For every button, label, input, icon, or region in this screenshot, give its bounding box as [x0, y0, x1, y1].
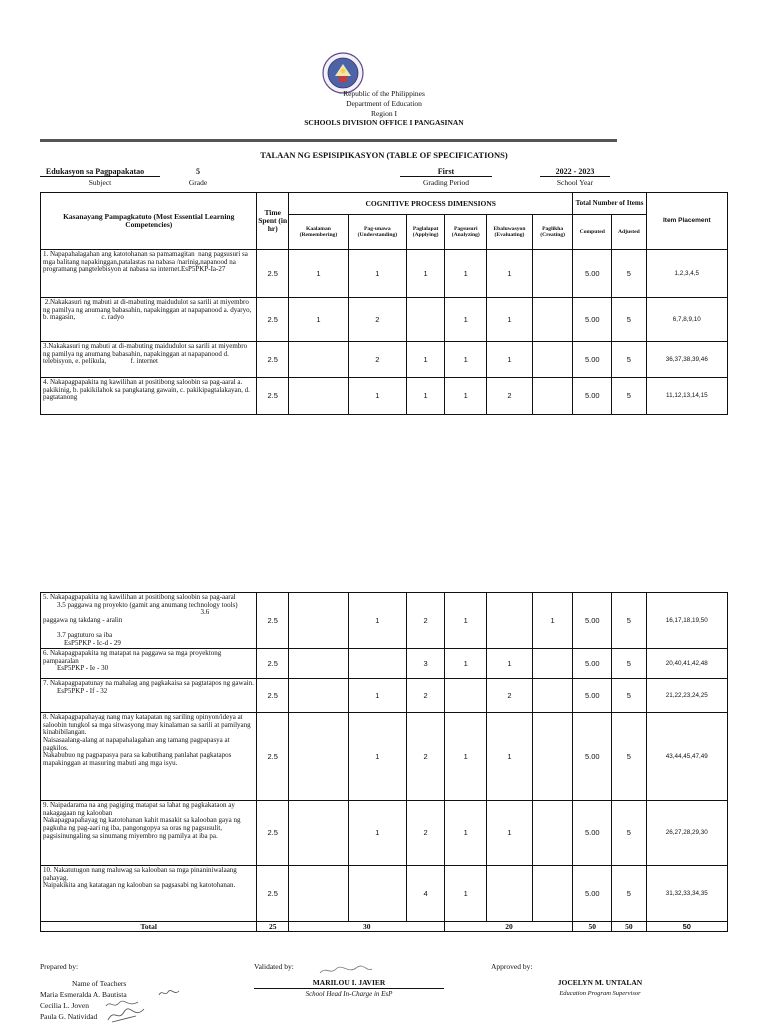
col-header-creating: Paglikha (Creating): [532, 215, 573, 250]
analyzing-cell: 1: [445, 593, 487, 649]
remembering-cell: [288, 593, 348, 649]
total-cognitive-b: 20: [445, 922, 573, 932]
applying-cell: [406, 298, 445, 342]
competency-cell: 9. Naipadarama na ang pagiging matapat sa lahat ng pagkakataon ay nakagagaan ng kalooban Nakapagpapahayag ng katotohanan kahit masakit sa kalooban gaya ng pagkuha ng pag-aari ng iba, pangongopya sa oras ng pagsusulit, pagsisinungaling sa sinumang miyembro ng pamilya at iba pa.: [41, 801, 257, 866]
deped-seal-icon: [322, 52, 364, 94]
subject-label: Subject: [88, 178, 112, 187]
adjusted-cell: 5: [612, 593, 647, 649]
adjusted-cell: 5: [612, 342, 647, 378]
analyzing-cell: 1: [445, 713, 487, 801]
computed-cell: 5.00: [573, 649, 612, 679]
validator-name: MARILOU I. JAVIER: [312, 978, 386, 987]
evaluating-cell: [487, 593, 533, 649]
grading-period-underline: [400, 176, 492, 177]
remembering-cell: [288, 713, 348, 801]
competency-cell: 1. Napapahalagahan ang katotohanan sa pamamagitan nang pagsusuri sa mga balitang napakinggan,patalastas na nabasa /narinig,napanood na programang pangtelebisyon at nabasa sa internet.EsP5PKP-Ia-27: [41, 250, 257, 298]
analyzing-cell: 1: [445, 378, 487, 415]
applying-cell: 1: [406, 378, 445, 415]
table-row: [41, 866, 728, 922]
item-placement-cell: 43,44,45,47,49: [646, 713, 727, 801]
table-row: [41, 342, 728, 378]
computed-cell: 5.00: [573, 801, 612, 866]
prepared-by-label: Prepared by:: [40, 962, 79, 971]
adjusted-cell: 5: [612, 298, 647, 342]
adjusted-cell: 5: [612, 649, 647, 679]
item-placement-cell: 21,22,23,24,25: [646, 679, 727, 713]
item-placement-cell: 31,32,33,34,35: [646, 866, 727, 922]
teacher-1-signature-icon: [158, 988, 180, 998]
teacher-name-2: Cecilia L. Joven: [40, 1001, 89, 1010]
applying-cell: 1: [406, 250, 445, 298]
time-spent-cell: 2.5: [257, 713, 289, 801]
evaluating-cell: 1: [487, 342, 533, 378]
computed-cell: 5.00: [573, 866, 612, 922]
evaluating-cell: 2: [487, 679, 533, 713]
time-spent-cell: 2.5: [257, 679, 289, 713]
teacher-name-1: Maria Esmeralda A. Bautista: [40, 990, 127, 999]
remembering-cell: [288, 342, 348, 378]
col-header-analyzing: Pagsusuri (Analyzing): [445, 215, 487, 250]
time-spent-cell: 2.5: [257, 378, 289, 415]
time-spent-cell: 2.5: [257, 649, 289, 679]
table-row: [41, 801, 728, 866]
creating-cell: [532, 713, 573, 801]
analyzing-cell: 1: [445, 250, 487, 298]
applying-cell: 3: [406, 649, 445, 679]
competency-cell: 6. Nakapagpapakita ng matapat na paggawa sa mga proyektong pampaaralan EsP5PKP - Ie - 30: [41, 649, 257, 679]
time-spent-cell: 2.5: [257, 593, 289, 649]
applying-cell: 4: [406, 866, 445, 922]
computed-cell: 5.00: [573, 298, 612, 342]
col-header-total-items: Total Number of Items: [573, 193, 646, 215]
remembering-cell: [288, 801, 348, 866]
evaluating-cell: 1: [487, 250, 533, 298]
total-adjusted: 50: [612, 922, 647, 932]
total-time: 25: [257, 922, 289, 932]
competency-cell: 8. Nakapagpapahayag nang may katapatan ng sariling opinyon/ideya at saloobin tungkol sa mga sitwasyong may kinalaman sa sarili at pamilyang kinabibilangan. Naisasaalang-alang at napapahalagahan ang tamang pagpapasya at pagkilos. Nakabubuo ng pagpapasya para sa kabutihang panlahat pagkatapos mapakinggan at masuring mabuti ang mga isyu.: [41, 713, 257, 801]
subject-underline: [40, 176, 160, 177]
applying-cell: 2: [406, 593, 445, 649]
understanding-cell: 1: [348, 378, 406, 415]
table-row: [41, 250, 728, 298]
item-placement-cell: 36,37,38,39,46: [646, 342, 727, 378]
tos-table-page2: [40, 592, 728, 932]
total-label: Total: [41, 922, 257, 932]
creating-cell: [532, 250, 573, 298]
item-placement-cell: 26,27,28,29,30: [646, 801, 727, 866]
col-header-applying: Paglalapat (Applying): [406, 215, 445, 250]
teacher-3-signature-icon: [106, 1006, 146, 1024]
col-header-time-spent: Time Spent (in hr): [257, 193, 289, 250]
creating-cell: [532, 801, 573, 866]
grading-period-value: First: [437, 167, 455, 176]
understanding-cell: [348, 649, 406, 679]
table-row: [41, 593, 728, 649]
school-year-label: School Year: [556, 178, 594, 187]
item-placement-cell: 11,12,13,14,15: [646, 378, 727, 415]
table-row: [41, 298, 728, 342]
header-region: Region I: [370, 109, 398, 118]
time-spent-cell: 2.5: [257, 866, 289, 922]
understanding-cell: 1: [348, 713, 406, 801]
validator-underline: [254, 988, 444, 989]
table-row: [41, 378, 728, 415]
col-header-evaluating: Ebaluwasyon (Evaluating): [487, 215, 533, 250]
analyzing-cell: [445, 679, 487, 713]
col-header-computed: Computed: [573, 215, 612, 250]
analyzing-cell: 1: [445, 866, 487, 922]
school-year-value: 2022 - 2023: [555, 167, 595, 176]
validated-by-label: Validated by:: [254, 962, 294, 971]
understanding-cell: 1: [348, 250, 406, 298]
grading-period-label: Grading Period: [422, 178, 470, 187]
computed-cell: 5.00: [573, 679, 612, 713]
creating-cell: [532, 298, 573, 342]
adjusted-cell: 5: [612, 679, 647, 713]
creating-cell: [532, 679, 573, 713]
understanding-cell: 1: [348, 801, 406, 866]
school-year-underline: [540, 176, 610, 177]
approved-by-label: Approved by:: [491, 962, 533, 971]
remembering-cell: 1: [288, 250, 348, 298]
creating-cell: [532, 866, 573, 922]
adjusted-cell: 5: [612, 250, 647, 298]
analyzing-cell: 1: [445, 298, 487, 342]
analyzing-cell: 1: [445, 649, 487, 679]
item-placement-cell: 16,17,18,19,50: [646, 593, 727, 649]
time-spent-cell: 2.5: [257, 250, 289, 298]
applying-cell: 2: [406, 713, 445, 801]
understanding-cell: 1: [348, 593, 406, 649]
creating-cell: [532, 378, 573, 415]
computed-cell: 5.00: [573, 342, 612, 378]
col-header-item-placement: Item Placement: [646, 193, 727, 250]
understanding-cell: 2: [348, 298, 406, 342]
time-spent-cell: 2.5: [257, 342, 289, 378]
remembering-cell: 1: [288, 298, 348, 342]
subject-value: Edukasyon sa Pagpapakatao: [45, 167, 145, 176]
teacher-name-3: Paula G. Natividad: [40, 1012, 98, 1021]
analyzing-cell: 1: [445, 801, 487, 866]
header-republic: Republic of the Philippines: [343, 89, 425, 98]
adjusted-cell: 5: [612, 713, 647, 801]
teachers-heading: Name of Teachers: [72, 979, 127, 988]
understanding-cell: 2: [348, 342, 406, 378]
competency-cell: 7. Nakapagpapatunay na mahalag ang pagkakaisa sa pagtatapos ng gawain. EsP5PKP - If - 32: [41, 679, 257, 713]
col-header-adjusted: Adjusted: [612, 215, 647, 250]
approver-role: Education Program Supervisor: [559, 990, 641, 997]
computed-cell: 5.00: [573, 713, 612, 801]
creating-cell: [532, 342, 573, 378]
competency-cell: 10. Nakatutugon nang maluwag sa kalooban sa mga pinaniniwalaang pahayag. Naipakikita ang katatagan ng kalooban sa pagsasabi ng katotohanan.: [41, 866, 257, 922]
item-placement-cell: 20,40,41,42,48: [646, 649, 727, 679]
table-row: [41, 649, 728, 679]
competency-cell: 2.Nakakasuri ng mabuti at di-mabuting maidudulot sa sarili at miyembro ng pamilya ng anumang babasahin, napakinggan at napapanood a. dyaryo, b. magasin, c. radyo: [41, 298, 257, 342]
competency-cell: 4. Nakapagpapakita ng kawilihan at positibong saloobin sa pag-aaral a. pakikinig, b. pakikilahok sa pangkatang gawain, c. pakikipagtalakayan, d. pagtatanong: [41, 378, 257, 415]
creating-cell: [532, 649, 573, 679]
understanding-cell: 1: [348, 679, 406, 713]
time-spent-cell: 2.5: [257, 298, 289, 342]
col-header-remembering: Kaalaman (Remembering): [288, 215, 348, 250]
applying-cell: 2: [406, 801, 445, 866]
item-placement-cell: 6,7,8,9,10: [646, 298, 727, 342]
understanding-cell: [348, 866, 406, 922]
approver-name: JOCELYN M. UNTALAN: [557, 978, 643, 987]
adjusted-cell: 5: [612, 801, 647, 866]
time-spent-cell: 2.5: [257, 801, 289, 866]
remembering-cell: [288, 378, 348, 415]
header-divider: [40, 139, 617, 142]
col-header-understanding: Pag-unawa (Understanding): [348, 215, 406, 250]
competency-cell: 3.Nakakasuri ng mabuti at di-mabuting maidudulot sa sarili at miyembro ng pamilya ng anumang babasahin, napakinggan at napapanood d. telebisyon, e. pelikula, f. internet: [41, 342, 257, 378]
table-row: [41, 679, 728, 713]
item-placement-cell: 1,2,3,4,5: [646, 250, 727, 298]
evaluating-cell: 1: [487, 298, 533, 342]
analyzing-cell: 1: [445, 342, 487, 378]
page-title: TALAAN NG ESPISIPIKASYON (TABLE OF SPECIFICATIONS): [260, 150, 508, 160]
header-office: SCHOOLS DIVISION OFFICE I PANGASINAN: [304, 118, 464, 127]
computed-cell: 5.00: [573, 593, 612, 649]
tos-table-page1: [40, 192, 728, 415]
adjusted-cell: 5: [612, 378, 647, 415]
computed-cell: 5.00: [573, 378, 612, 415]
col-header-competency: Kasanayang Pampagkatuto (Most Essential Learning Competencies): [41, 193, 257, 250]
creating-cell: 1: [532, 593, 573, 649]
evaluating-cell: 1: [487, 713, 533, 801]
grade-value: 5: [196, 167, 200, 176]
table-row: [41, 713, 728, 801]
applying-cell: 2: [406, 679, 445, 713]
header-department: Department of Education: [346, 99, 422, 108]
adjusted-cell: 5: [612, 866, 647, 922]
col-header-cognitive-dimensions: COGNITIVE PROCESS DIMENSIONS: [288, 193, 573, 215]
validator-role: School Head In-Charge in EsP: [305, 990, 393, 998]
validator-signature-icon: [318, 963, 374, 977]
evaluating-cell: 1: [487, 649, 533, 679]
remembering-cell: [288, 649, 348, 679]
grade-label: Grade: [188, 178, 208, 187]
competency-cell: 5. Nakapagpapakita ng kawilihan at positibong saloobin sa pag-aaral 3.5 paggawa ng proyekto (gamit ang anumang technology tools) 3.6 paggawa ng takdang - aralin 3.7 pagtuturo sa iba EsP5PKP - Ic-d - 29: [41, 593, 257, 649]
remembering-cell: [288, 866, 348, 922]
computed-cell: 5.00: [573, 250, 612, 298]
total-cognitive-a: 30: [288, 922, 444, 932]
evaluating-cell: 2: [487, 378, 533, 415]
total-computed: 50: [573, 922, 612, 932]
applying-cell: 1: [406, 342, 445, 378]
evaluating-cell: 1: [487, 801, 533, 866]
remembering-cell: [288, 679, 348, 713]
total-placement: 50: [646, 922, 727, 932]
evaluating-cell: [487, 866, 533, 922]
